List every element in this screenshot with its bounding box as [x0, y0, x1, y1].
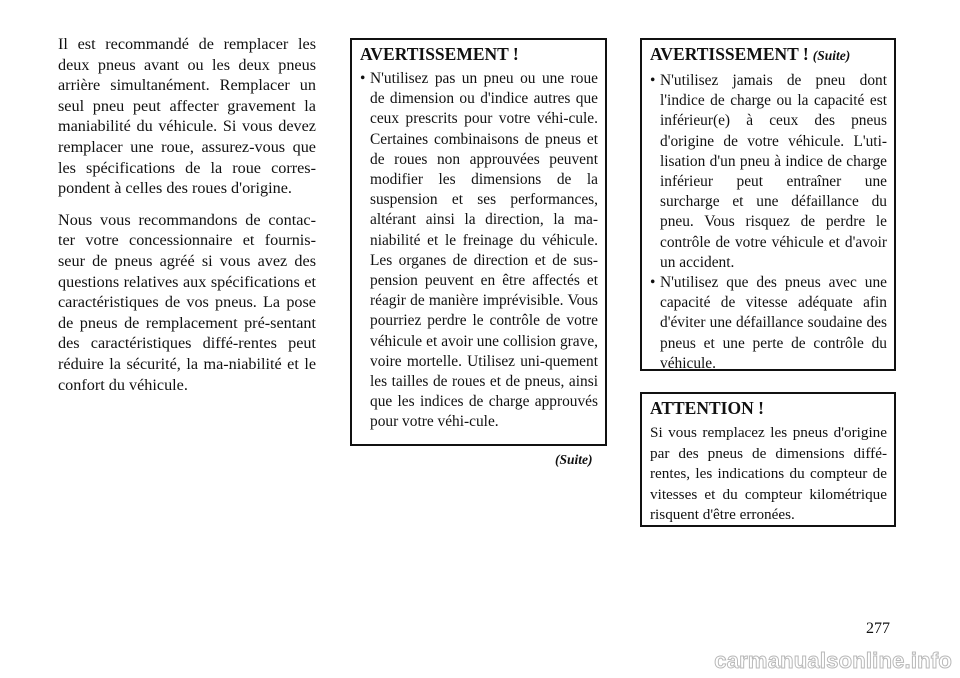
warning-box-2-list: [650, 71, 887, 374]
attention-box-title: ATTENTION !: [650, 398, 764, 418]
attention-box-text: Si vous remplacez les pneus d'origine par des pneus de dimensions diffé-rentes, les indications du compteur de vitesses et du compteur kilométrique risquent d'être erronées.: [650, 424, 887, 524]
warning-box-2-title-suffix: (Suite): [812, 48, 851, 63]
warning-box-2-item-text: N'utilisez que des pneus avec une capacité de vitesse adéquate afin d'éviter une défaillance soudaine des pneus et une perte de contrôle du véhicule.: [660, 274, 887, 372]
attention-box: [640, 392, 896, 527]
watermark: carmanualsonline.info: [714, 648, 952, 673]
warning-box-2-title: [650, 43, 887, 67]
warning-box-2-item: [650, 273, 887, 374]
warning-box-1-list: [360, 69, 598, 433]
warning-box-1-item-text: N'utilisez pas un pneu ou une roue de dimension ou d'indice autres que ceux prescrits pour votre véhi-cule. Certaines combinaisons de pneus et de roues non approuvées peuvent modifier les dimensions de la suspension et ses performances, altérant ainsi la direction, la ma-niabilité et le freinage du véhicule. Les organes de direction et de sus-pension peuvent en être affectés et réagir de manière imprévisible. Vous pourriez perdre le contrôle de votre véhicule et avoir une collision grave, voire mortelle. Utilisez uni-quement les tailles de roues et de pneus, ainsi que les indices de charge approuvés pour votre véhi-cule.: [370, 70, 598, 431]
warning-box-1-title: AVERTISSEMENT !: [360, 44, 519, 64]
paragraph-dealer-contact: Nous vous recommandons de contac-ter votre concessionnaire et fournis-seur de pneus agréé si vous avez des questions relatives aux spécifications et caractéristiques de vos pneus. La pose de pneus de remplacement pré-sentant des caractéristiques diffé-rentes peut réduire la sécurité, la ma-niabilité et le confort du véhicule.: [58, 210, 316, 394]
warning-box-2-item-text: N'utilisez jamais de pneu dont l'indice de charge ou la capacité est inférieur(e) à ceux des pneus d'origine de votre véhicule. L'uti-lisation d'un pneu à indice de charge inférieur peut entraîner une surcharge et une défaillance du pneu. Vous risquez de perdre le contrôle de votre véhicule et d'avoir un accident.: [660, 72, 887, 271]
warning-box-2: [640, 38, 896, 371]
warning-box-1-item: [360, 69, 598, 433]
paragraph-tire-replacement: Il est recommandé de remplacer les deux pneus avant ou les deux pneus arrière simultanément. Remplacer un seul pneu peut affecter gravement la maniabilité du véhicule. Si vous devez remplacer une roue, assurez-vous que les spécifications de la roue corres-pondent à celles des roues d'origine.: [58, 35, 316, 198]
continued-label: (Suite): [555, 452, 593, 467]
warning-box-1: [350, 38, 607, 446]
bullet-icon: •: [650, 72, 656, 89]
left-text-column: [58, 34, 316, 406]
bullet-icon: •: [360, 70, 366, 87]
warning-box-2-title-text: AVERTISSEMENT !: [650, 44, 809, 64]
page-number: 277: [866, 620, 890, 637]
warning-box-2-item: [650, 71, 887, 273]
bullet-icon: •: [650, 274, 656, 292]
